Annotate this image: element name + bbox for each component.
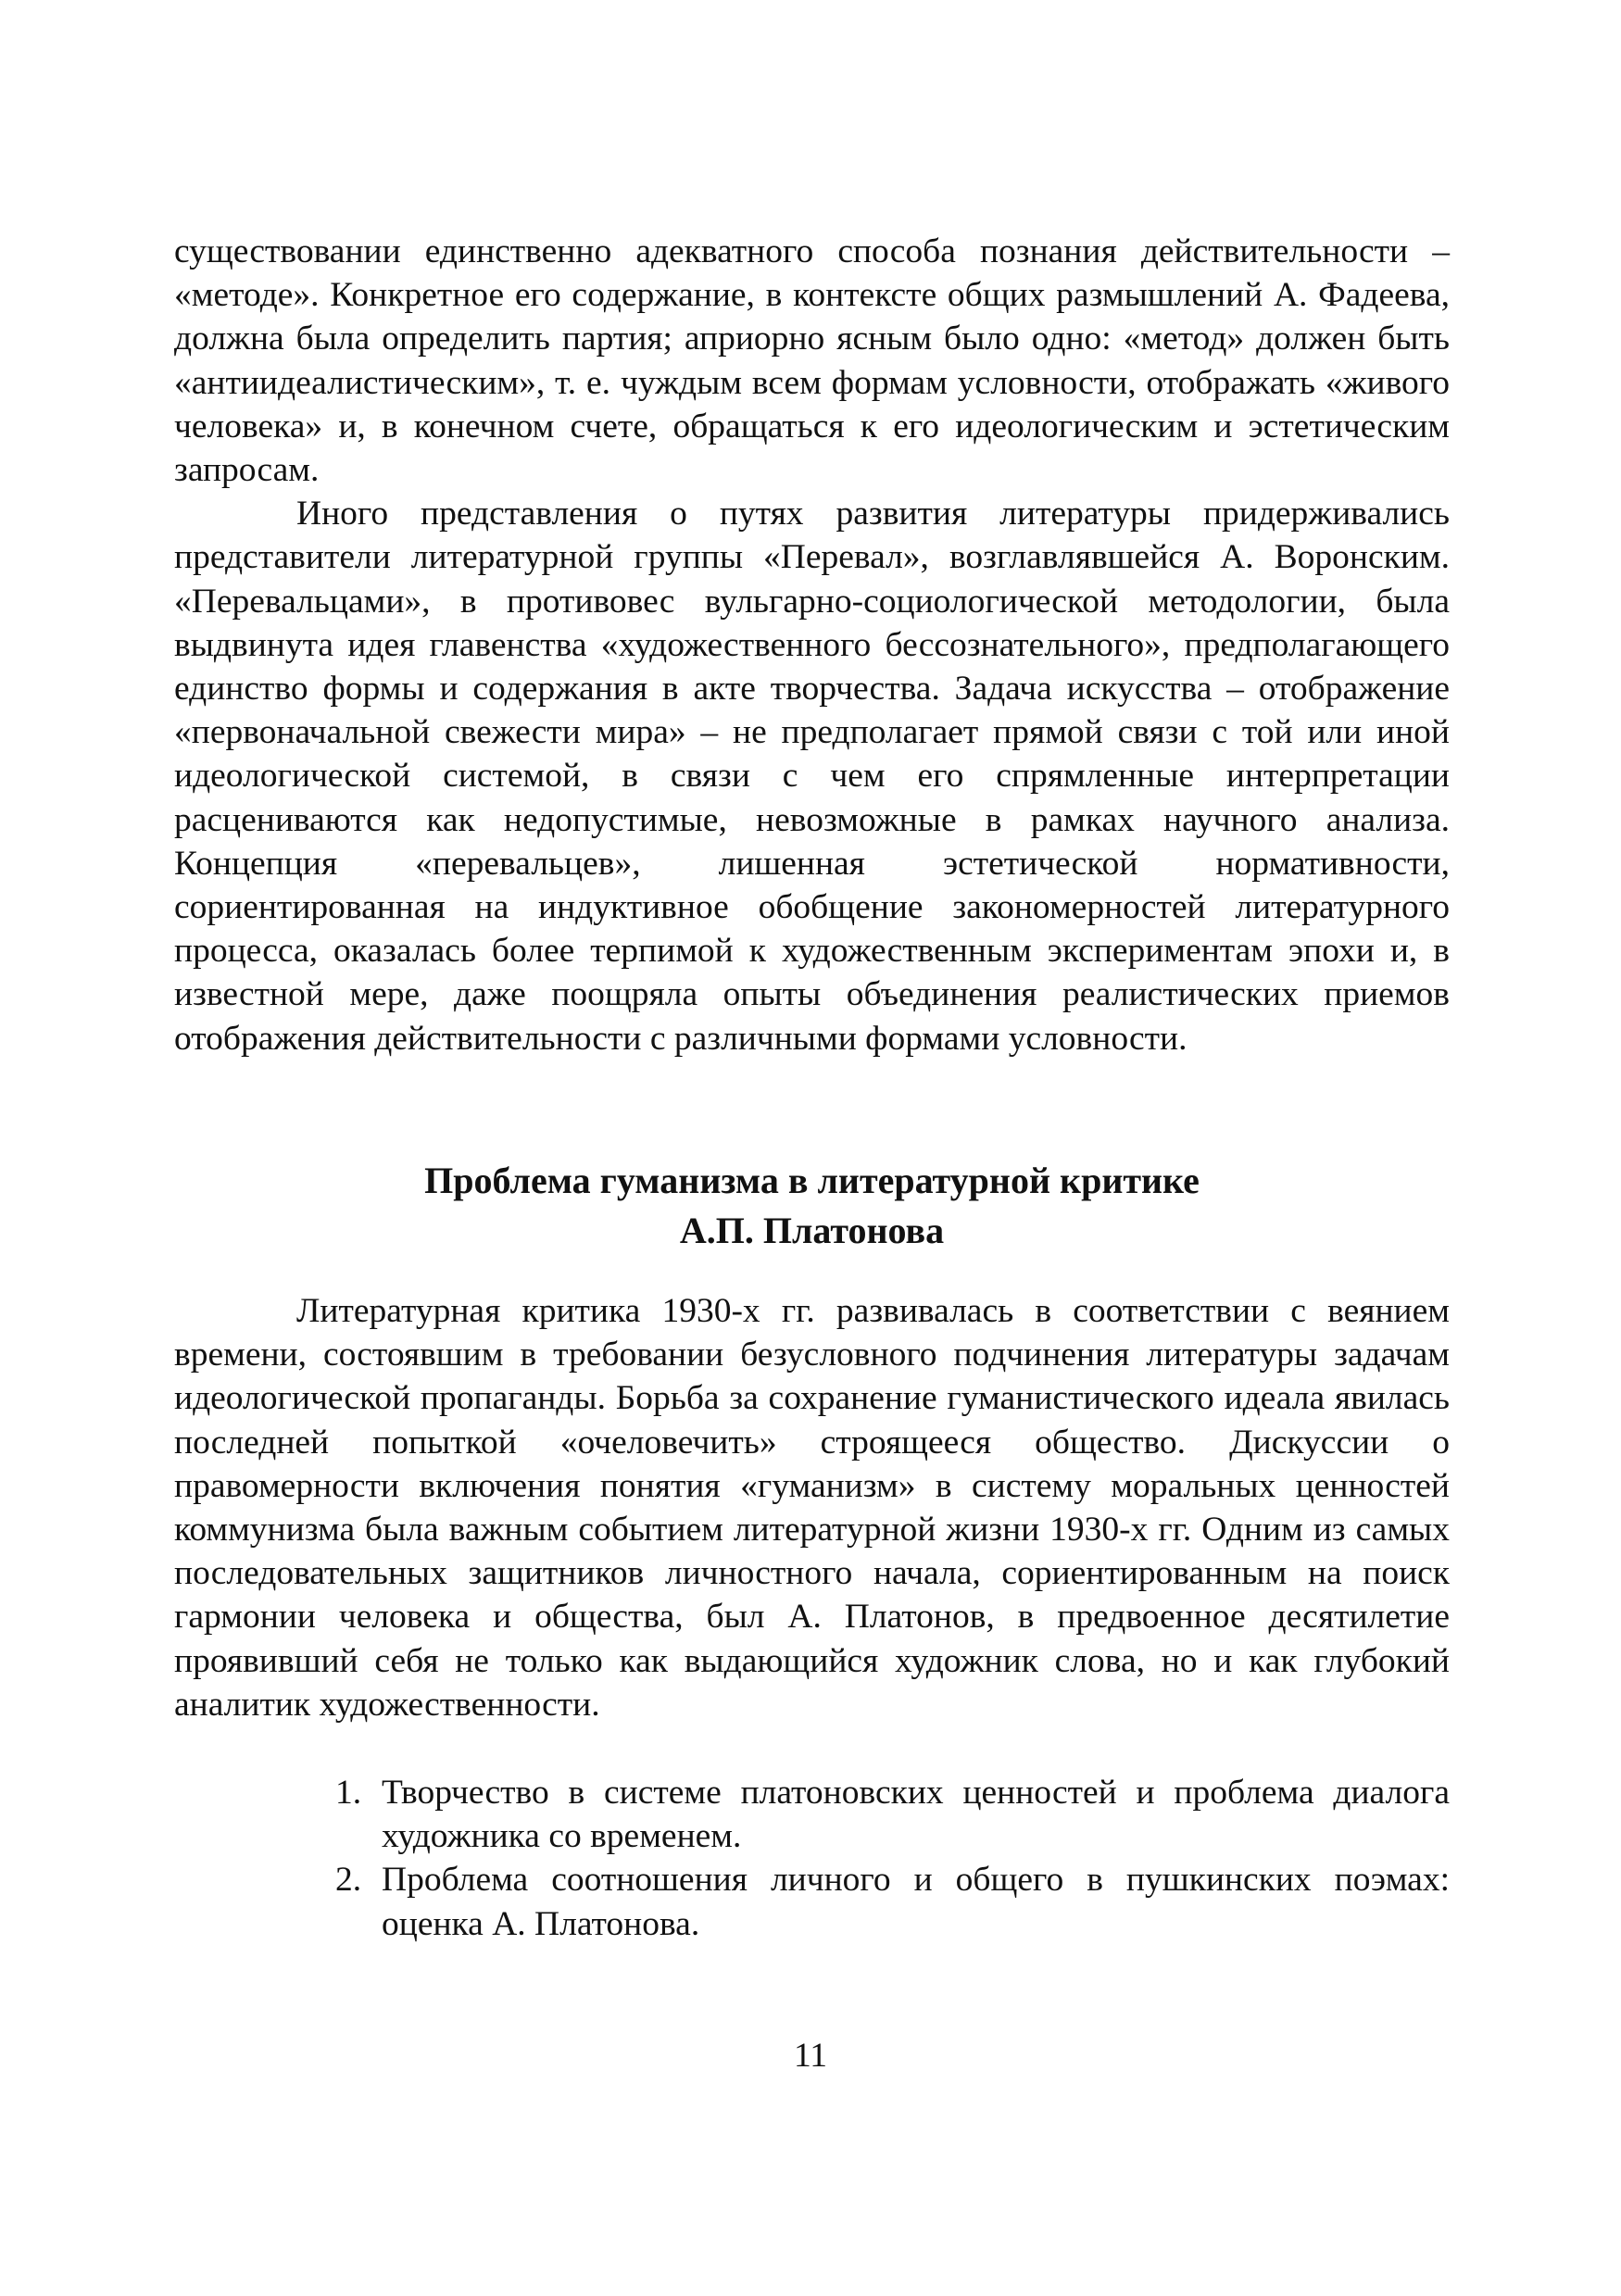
list-item-number: 2. (335, 1861, 362, 1900)
numbered-list (335, 1771, 1450, 1946)
paragraph-continuation: существовании единственно адекватного способа познания действительности – «методе». Конкретное его содержание, в контексте общих размышлений А. Фадеева, должна была определить партия; априорно ясным было одно: «метод» должен быть «антиидеалистическим», т. е. чуждым всем формам условности, отображать «живого человека» и, в конечном счете, обращаться к его идеологическим и эстетическим запросам. (174, 232, 1450, 490)
heading-line-1: Проблема гуманизма в литературной критике (424, 1160, 1200, 1201)
section-heading (174, 1156, 1450, 1256)
list-item-number: 1. (335, 1774, 362, 1812)
list-item-text: Творчество в системе платоновских ценностей и проблема диалога художника со временем. (382, 1774, 1450, 1856)
paragraph-critique: Литературная критика 1930-х гг. развивалась в соответствии с веянием времени, состоявшим в требовании безусловного подчинения литературы задачам идеологической пропаганды. Борьба за сохранение гуманистического идеала явилась последней попыткой «очеловечить» строящееся общество. Дискуссии о правомерности включения понятия «гуманизм» в систему моральных ценностей коммунизма была важным событием литературной жизни 1930-х гг. Одним из самых последовательных защитников личностного начала, сориентированным на поиск гармонии человека и общества, был А. Платонов, в предвоенное десятилетие проявивший себя не только как выдающийся художник слова, но и как глубокий аналитик художественности. (174, 1292, 1450, 1724)
paragraph-pereval: Иного представления о путях развития литературы придерживались представители литературной группы «Перевал», возглавлявшейся А. Воронским. «Перевальцами», в противовес вульгарно-социологической методологии, была выдвинута идея главенства «художественного бессознательного», предполагающего единство формы и содержания в акте творчества. Задача искусства – отображение «первоначальной свежести мира» – не предполагает прямой связи с той или иной идеологической системой, в связи с чем его спрямленные интерпретации расцениваются как недопустимые, невозможные в рамках научного анализа. Концепция «перевальцев», лишенная эстетической нормативности, сориентированная на индуктивное обобщение закономерностей литературного процесса, оказалась более терпимой к художественным экспериментам эпохи и, в известной мере, даже поощряла опыты объединения реалистических приемов отображения действительности с различными формами условности. (174, 495, 1450, 1058)
list-item-text: Проблема соотношения личного и общего в пушкинских поэмах: оценка А. Платонова. (382, 1861, 1450, 1943)
main-text-section (174, 1289, 1450, 1726)
list-item (335, 1771, 1450, 1858)
top-text-section (174, 230, 1450, 1060)
page-number: 11 (793, 2037, 828, 2075)
heading-line-2: А.П. Платонова (679, 1210, 945, 1251)
list-item (335, 1858, 1450, 1945)
